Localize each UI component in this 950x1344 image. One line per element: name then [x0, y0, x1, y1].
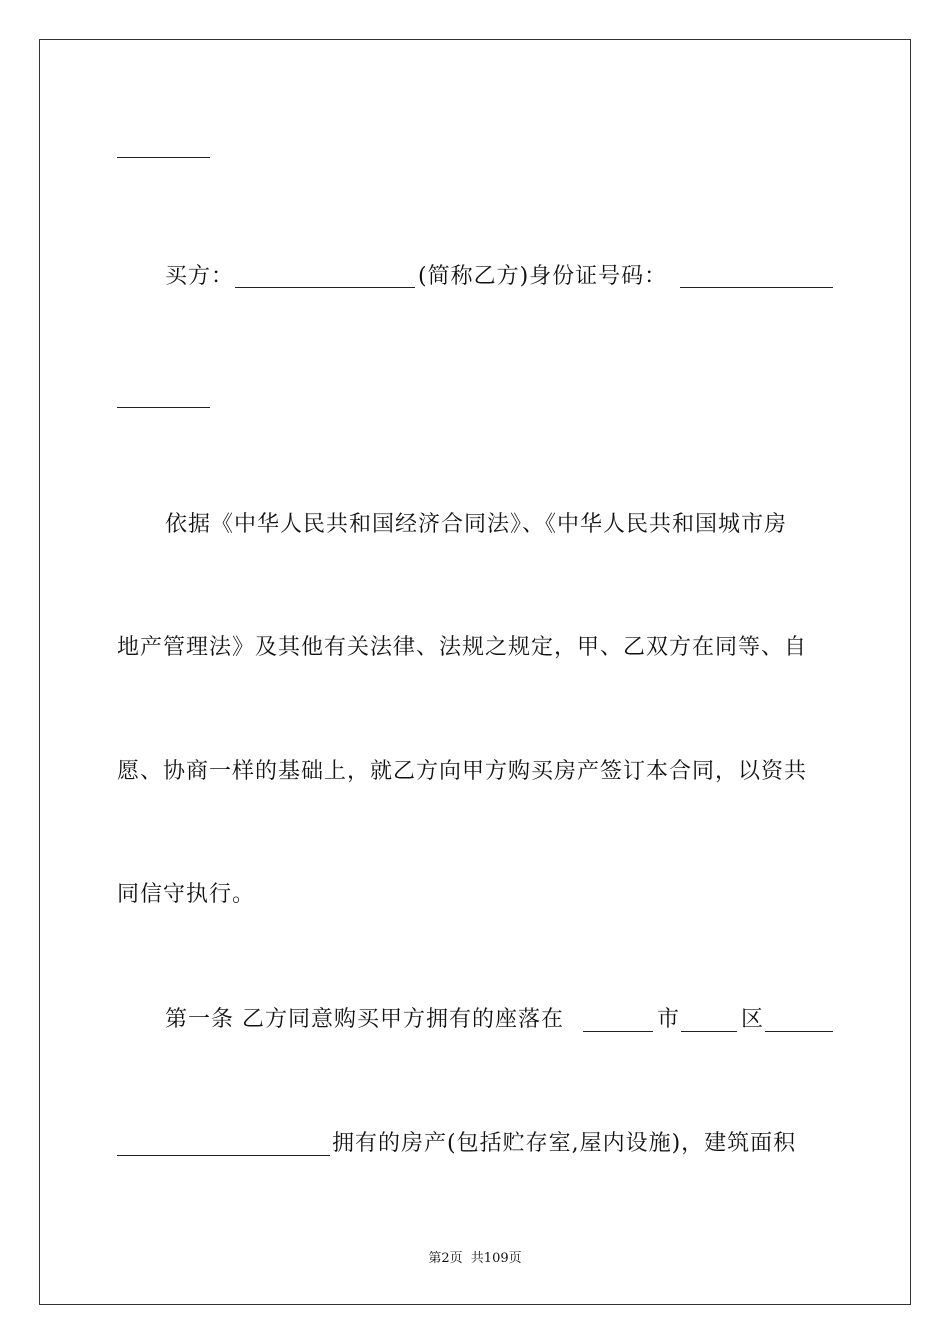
buyer-line	[165, 262, 234, 292]
paragraph-line-4: 同信守执行。	[117, 882, 256, 907]
paragraph-line-1: 依据《中华人民共和国经济合同法》、《中华人民共和国城市房	[165, 512, 788, 537]
buyer-name-blank	[235, 287, 415, 288]
article-one-line-2: 拥有的房产(包括贮存室,屋内设施)，建筑面积	[332, 1131, 797, 1156]
article-one-line-1: 第一条 乙方同意购买甲方拥有的座落在	[165, 1007, 564, 1032]
buyer-id-blank	[680, 287, 833, 288]
district-blank	[681, 1031, 737, 1032]
page-number: 第2页	[428, 1251, 463, 1266]
city-blank	[583, 1031, 653, 1032]
blank-line-buyer-id-cont	[117, 407, 210, 408]
paragraph-line-2: 地产管理法》及其他有关法律、法规之规定，甲、乙双方在同等、自	[117, 635, 808, 660]
page-border	[39, 39, 911, 1305]
address-blank	[117, 1155, 330, 1156]
page-footer	[0, 1247, 950, 1266]
page-total: 共109页	[470, 1251, 522, 1266]
street-blank	[765, 1031, 833, 1032]
buyer-suffix: (简称乙方)身份证号码：	[418, 264, 668, 289]
district-label: 区	[741, 1007, 765, 1032]
city-label: 市	[657, 1007, 681, 1032]
paragraph-line-3: 愿、协商一样的基础上，就乙方向甲方购买房产签订本合同，以资共	[117, 759, 808, 784]
buyer-label: 买方：	[165, 264, 235, 289]
blank-line-top	[117, 157, 210, 158]
